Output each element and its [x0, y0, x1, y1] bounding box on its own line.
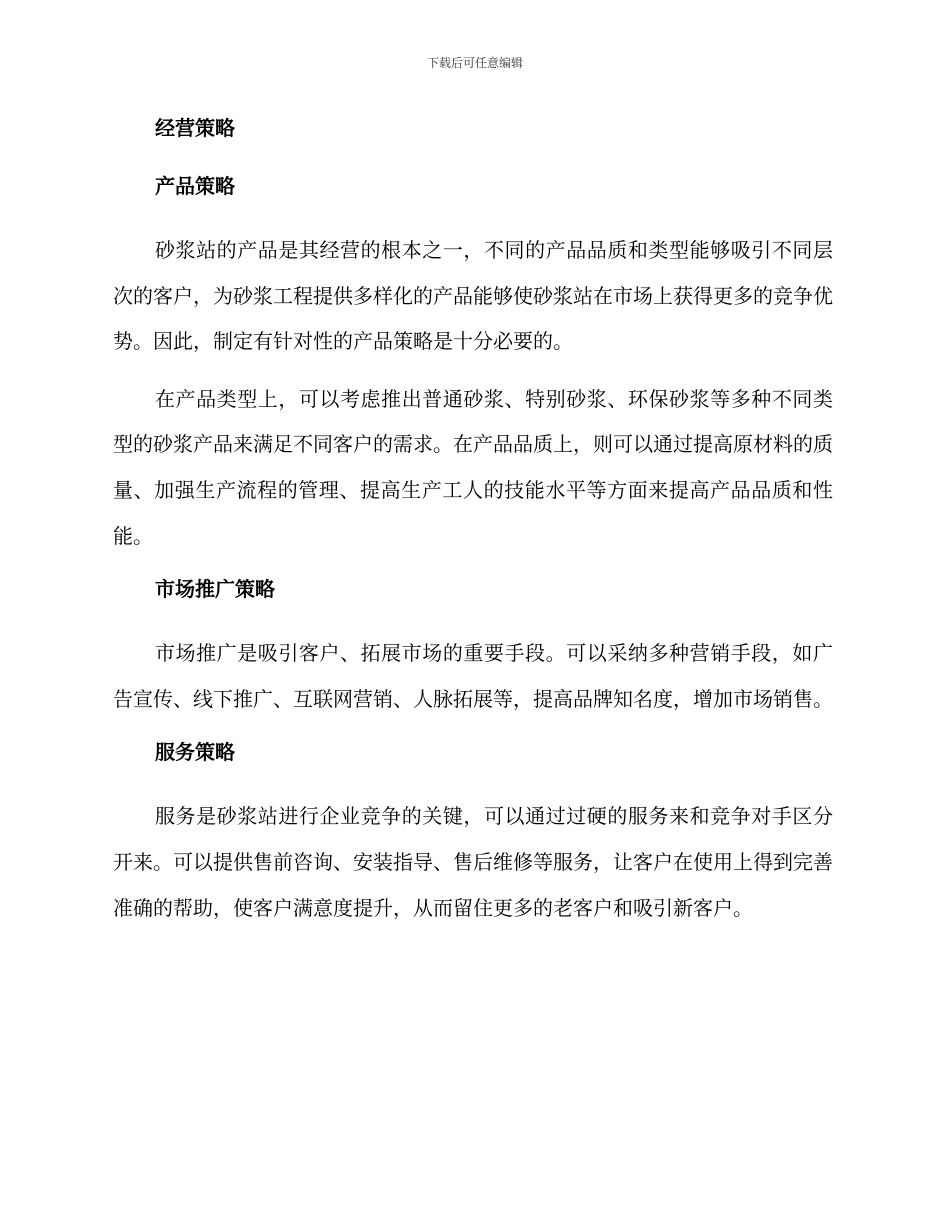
section-heading-product: 产品策略 [155, 174, 235, 198]
paragraph: 在产品类型上，可以考虑推出普通砂浆、特别砂浆、环保砂浆等多种不同类型的砂浆产品来满足不同客户的需求。在产品品质上，则可以通过提高原材料的质量、加强生产流程的管理、提高生产工人的技能水平等方面来提高产品品质和性能。 [113, 386, 833, 548]
section-heading-service: 服务策略 [155, 740, 235, 765]
paragraph: 砂浆站的产品是其经营的根本之一，不同的产品品质和类型能够吸引不同层次的客户，为砂浆工程提供多样化的产品能够使砂浆站在市场上获得更多的竞争优势。因此，制定有针对性的产品策略是十分必要的。 [113, 238, 833, 354]
document-title: 经营策略 [155, 116, 235, 140]
section-heading-marketing: 市场推广策略 [155, 577, 275, 602]
paragraph: 服务是砂浆站进行企业竞争的关键，可以通过过硬的服务来和竞争对手区分开来。可以提供售前咨询、安装指导、售后维修等服务，让客户在使用上得到完善准确的帮助，使客户满意度提升，从而留住更多的老客户和吸引新客户。 [113, 804, 833, 920]
header-note: 下载后可任意编辑 [426, 56, 523, 70]
paragraph: 市场推广是吸引客户、拓展市场的重要手段。可以采纳多种营销手段，如广告宣传、线下推广、互联网营销、人脉拓展等，提高品牌知名度，增加市场销售。 [113, 641, 833, 711]
document-body [113, 112, 833, 943]
